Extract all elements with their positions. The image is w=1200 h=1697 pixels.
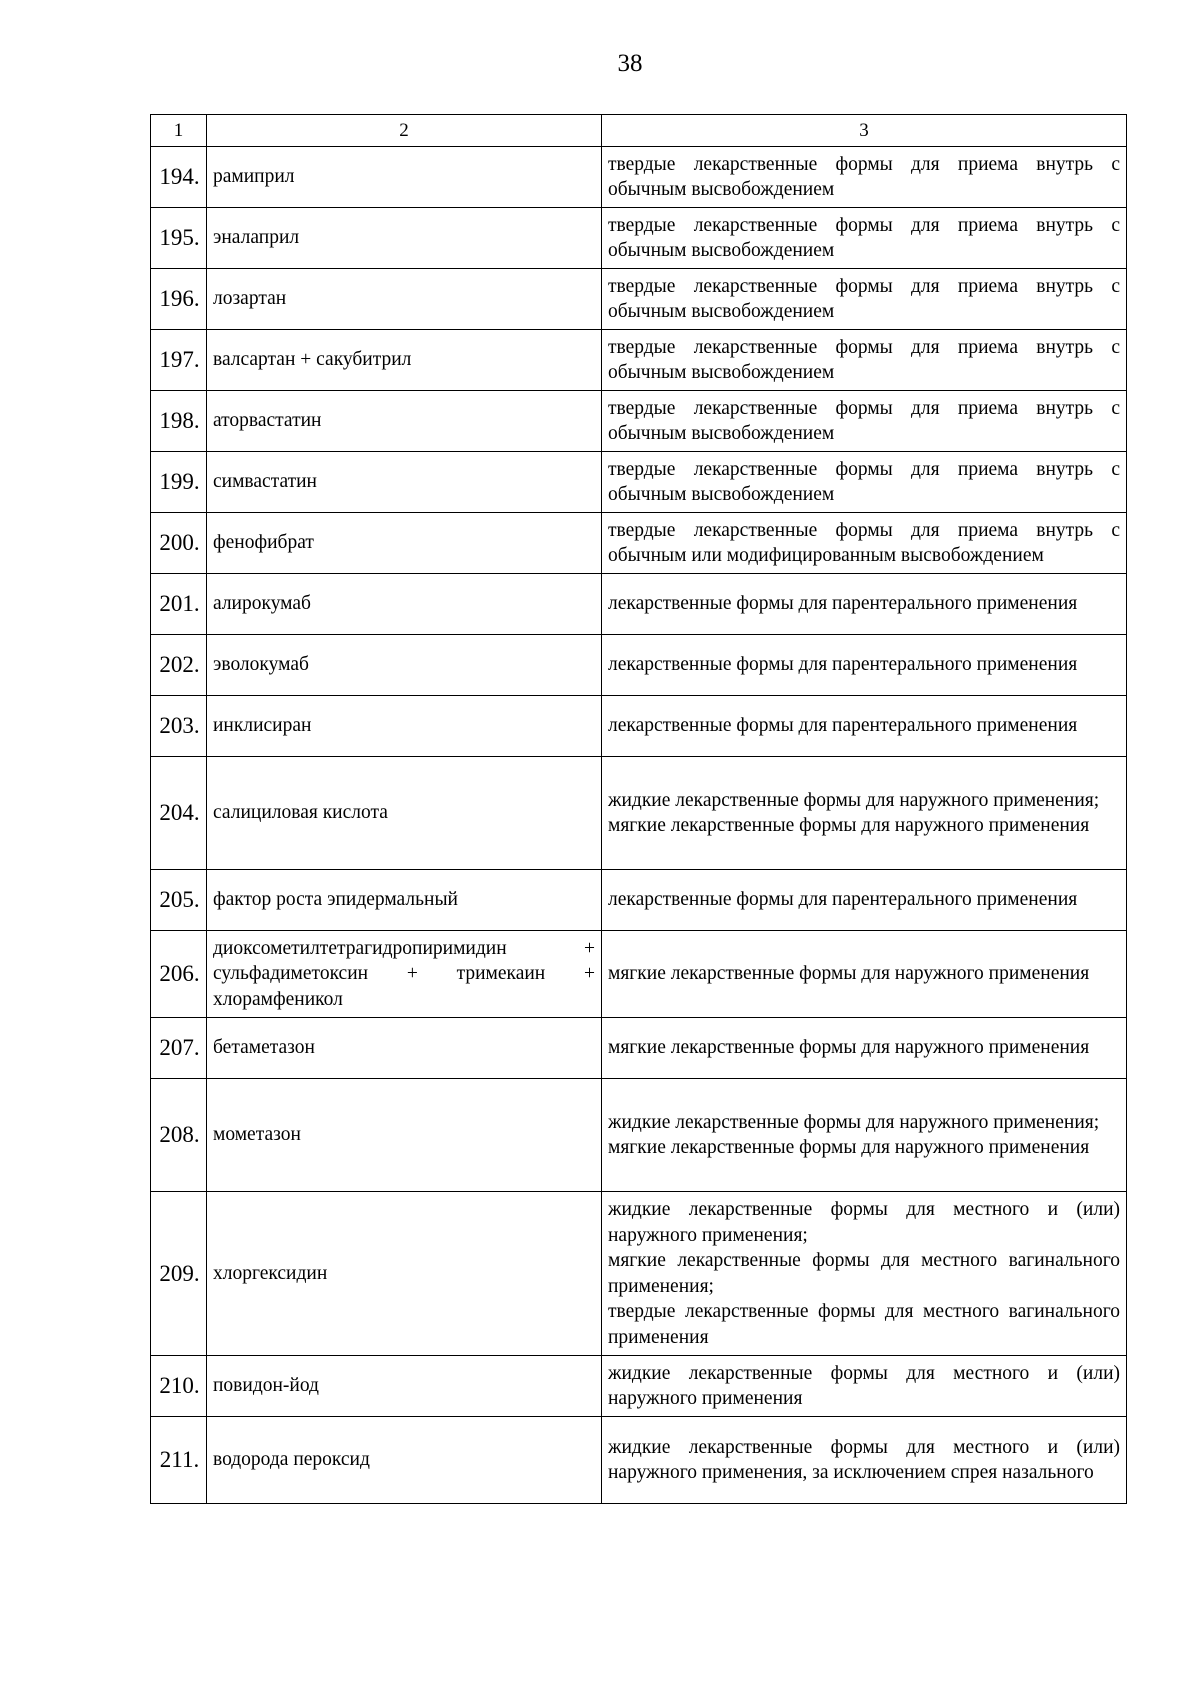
table-row [151, 1079, 1127, 1192]
dosage-form-text: твердые лекарственные формы для приема внутрь с обычным высвобождением [608, 153, 1120, 200]
row-number: 194. [151, 147, 207, 208]
dosage-form-text: жидкие лекарственные формы для местного и (или) наружного применения; [608, 1199, 1120, 1246]
drug-name: инклисиран [207, 696, 602, 757]
dosage-forms [602, 696, 1127, 757]
column-header: 2 [207, 115, 602, 147]
column-header: 1 [151, 115, 207, 147]
table-row [151, 147, 1127, 208]
drug-name: фактор роста эпидермальный [207, 870, 602, 931]
row-number: 202. [151, 635, 207, 696]
table-row [151, 513, 1127, 574]
dosage-forms [602, 513, 1127, 574]
row-number: 209. [151, 1192, 207, 1356]
dosage-form-text: жидкие лекарственные формы для местного и (или) наружного применения [608, 1362, 1120, 1409]
drug-name: салициловая кислота [207, 757, 602, 870]
dosage-form-text: жидкие лекарственные формы для наружного применения; [608, 1111, 1100, 1133]
table-row [151, 391, 1127, 452]
row-number: 204. [151, 757, 207, 870]
drug-name: эволокумаб [207, 635, 602, 696]
dosage-form-text: лекарственные формы для парентерального применения [608, 654, 1078, 676]
dosage-form-text: лекарственные формы для парентерального применения [608, 715, 1078, 737]
dosage-forms [602, 269, 1127, 330]
drug-name: рамиприл [207, 147, 602, 208]
drug-table [150, 114, 1127, 1504]
row-number: 201. [151, 574, 207, 635]
dosage-form-text: мягкие лекарственные формы для наружного применения [608, 1137, 1090, 1158]
dosage-forms [602, 452, 1127, 513]
dosage-forms [602, 931, 1127, 1018]
dosage-form-text: мягкие лекарственные формы для наружного применения [608, 815, 1090, 836]
row-number: 200. [151, 513, 207, 574]
drug-name: повидон-йод [207, 1356, 602, 1417]
row-number: 196. [151, 269, 207, 330]
dosage-forms [602, 757, 1127, 870]
dosage-forms [602, 1417, 1127, 1504]
dosage-forms [602, 635, 1127, 696]
dosage-forms [602, 1192, 1127, 1356]
dosage-forms [602, 1018, 1127, 1079]
dosage-form-text: твердые лекарственные формы для приема внутрь с обычным или модифицированным высвобождением [608, 519, 1120, 566]
drug-name: симвастатин [207, 452, 602, 513]
drug-name: бетаметазон [207, 1018, 602, 1079]
table-row [151, 269, 1127, 330]
row-number: 199. [151, 452, 207, 513]
table-row [151, 452, 1127, 513]
dosage-form-text: твердые лекарственные формы для приема внутрь с обычным высвобождением [608, 214, 1120, 261]
dosage-forms [602, 870, 1127, 931]
dosage-form-text: твердые лекарственные формы для приема внутрь с обычным высвобождением [608, 458, 1120, 505]
dosage-form-text: мягкие лекарственные формы для наружного применения [608, 963, 1090, 985]
dosage-form-text: жидкие лекарственные формы для местного и (или) наружного применения, за исключением спрея назального [608, 1436, 1120, 1483]
drug-name: валсартан + сакубитрил [207, 330, 602, 391]
page-number: 38 [617, 50, 643, 77]
table-header-row [151, 115, 1127, 147]
table-row [151, 1018, 1127, 1079]
dosage-form-text: твердые лекарственные формы для местного вагинального применения [608, 1301, 1120, 1348]
dosage-forms [602, 1079, 1127, 1192]
dosage-form-text: лекарственные формы для парентерального применения [608, 889, 1078, 911]
dosage-forms [602, 574, 1127, 635]
dosage-form-text: твердые лекарственные формы для приема внутрь с обычным высвобождением [608, 397, 1120, 444]
dosage-form-text: мягкие лекарственные формы для местного вагинального применения; [608, 1250, 1120, 1297]
table-row [151, 574, 1127, 635]
dosage-forms [602, 330, 1127, 391]
drug-name: диоксометилтетрагидропиримидин + сульфадиметоксин + тримекаин + хлорамфеникол [207, 931, 602, 1018]
row-number: 198. [151, 391, 207, 452]
dosage-form-text: мягкие лекарственные формы для наружного применения [608, 1037, 1090, 1059]
row-number: 197. [151, 330, 207, 391]
dosage-form-text: твердые лекарственные формы для приема внутрь с обычным высвобождением [608, 336, 1120, 383]
row-number: 210. [151, 1356, 207, 1417]
drug-name: мометазон [207, 1079, 602, 1192]
row-number: 206. [151, 931, 207, 1018]
table-row [151, 1192, 1127, 1356]
drug-name: водорода пероксид [207, 1417, 602, 1504]
dosage-forms [602, 1356, 1127, 1417]
drug-name: хлоргексидин [207, 1192, 602, 1356]
dosage-form-text: твердые лекарственные формы для приема внутрь с обычным высвобождением [608, 275, 1120, 322]
table-row [151, 870, 1127, 931]
table-row [151, 330, 1127, 391]
table-row [151, 931, 1127, 1018]
column-header: 3 [602, 115, 1127, 147]
dosage-form-text: лекарственные формы для парентерального применения [608, 593, 1078, 615]
table-row [151, 757, 1127, 870]
row-number: 205. [151, 870, 207, 931]
drug-name: эналаприл [207, 208, 602, 269]
row-number: 211. [151, 1417, 207, 1504]
row-number: 207. [151, 1018, 207, 1079]
row-number: 203. [151, 696, 207, 757]
dosage-forms [602, 208, 1127, 269]
table-row [151, 208, 1127, 269]
drug-name: алирокумаб [207, 574, 602, 635]
drug-name: аторвастатин [207, 391, 602, 452]
dosage-forms [602, 391, 1127, 452]
drug-name: фенофибрат [207, 513, 602, 574]
table-row [151, 1356, 1127, 1417]
drug-name: лозартан [207, 269, 602, 330]
table-row [151, 635, 1127, 696]
dosage-forms [602, 147, 1127, 208]
row-number: 195. [151, 208, 207, 269]
table-row [151, 696, 1127, 757]
row-number: 208. [151, 1079, 207, 1192]
dosage-form-text: жидкие лекарственные формы для наружного применения; [608, 789, 1100, 811]
table-row [151, 1417, 1127, 1504]
